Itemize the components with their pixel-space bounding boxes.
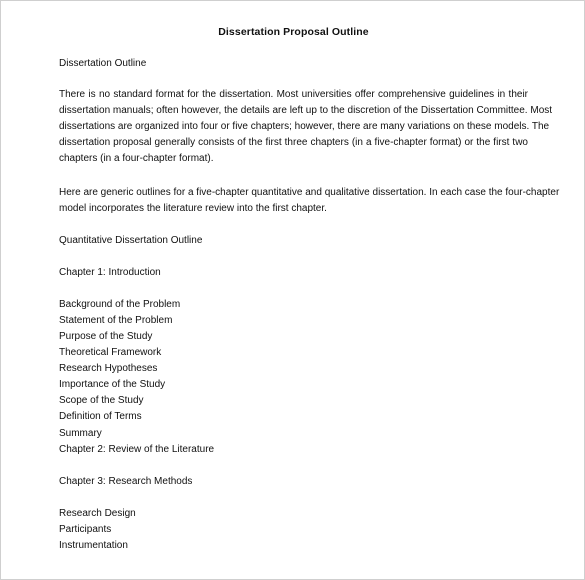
paragraph-line: chapters (in a four-chapter format).	[59, 153, 214, 164]
outline-item-importance: Importance of the Study	[59, 379, 166, 390]
paragraph-line: dissertations are organized into four or five chapters; however, there are many variations on these models. The	[59, 121, 550, 132]
paragraph-line: dissertation proposal generally consists of the first three chapters (in a five-chapter format) or the first two	[59, 137, 528, 148]
outline-item-instrumentation: Instrumentation	[59, 540, 128, 551]
document-title: Dissertation Proposal Outline	[218, 26, 369, 38]
intro-paragraph	[59, 87, 553, 167]
outline-item-definitions: Definition of Terms	[59, 411, 142, 422]
outline-item-research-design: Research Design	[59, 508, 136, 519]
outline-item-statement: Statement of the Problem	[59, 315, 173, 326]
chapter3-heading: Chapter 3: Research Methods	[59, 476, 193, 487]
paragraph-line: dissertation manuals; often however, the details are left up to the discretion of the Dissertation Committee. Most	[59, 105, 553, 116]
paragraph-line: There is no standard format for the dissertation. Most universities offer comprehensive guidelines in their	[59, 89, 528, 100]
outline-item-theoretical-framework: Theoretical Framework	[59, 347, 162, 358]
chapter1-heading: Chapter 1: Introduction	[59, 267, 161, 278]
outline-item-participants: Participants	[59, 524, 112, 535]
section-heading-dissertation-outline: Dissertation Outline	[59, 58, 147, 69]
outline-item-scope: Scope of the Study	[59, 395, 144, 406]
outline-item-hypotheses: Research Hypotheses	[59, 363, 158, 374]
paragraph-line: model incorporates the literature review into the first chapter.	[59, 203, 327, 214]
chapter2-heading: Chapter 2: Review of the Literature	[59, 444, 215, 455]
paragraph-line: Here are generic outlines for a five-chapter quantitative and qualitative dissertation. In each case the four-chapter	[59, 187, 560, 198]
generic-outlines-paragraph	[59, 185, 560, 217]
outline-item-purpose: Purpose of the Study	[59, 331, 153, 342]
outline-item-background: Background of the Problem	[59, 299, 181, 310]
quantitative-outline-heading: Quantitative Dissertation Outline	[59, 235, 203, 246]
outline-item-summary: Summary	[59, 428, 102, 439]
